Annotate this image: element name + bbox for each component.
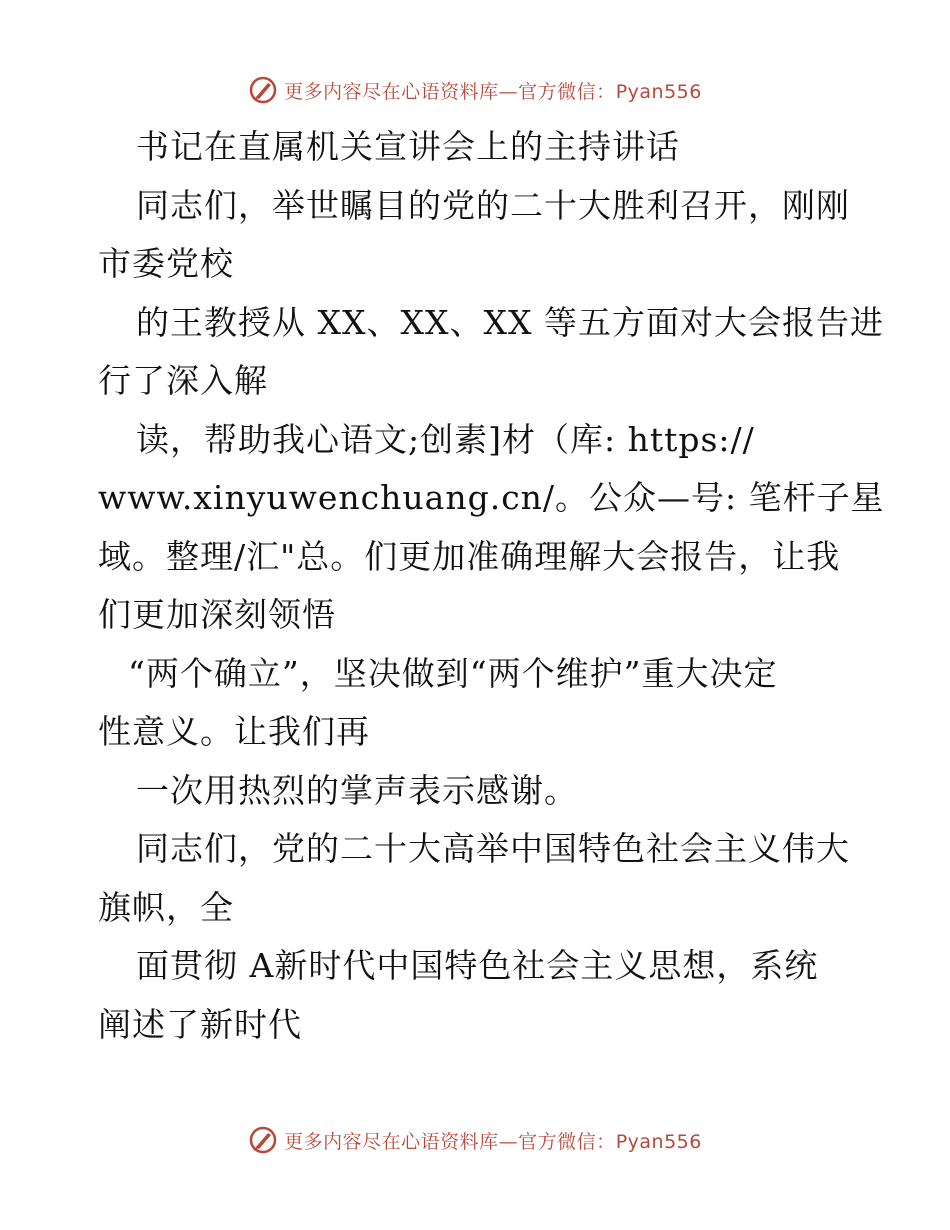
paragraph-line: 读，帮助我心语文;创素]材（库: https:// (136, 419, 755, 459)
paragraph-line: 同志们，党的二十大高举中国特色社会主义伟大 (136, 829, 850, 868)
document-body (98, 118, 885, 1054)
paragraph-line: 们更加深刻领悟 (98, 595, 336, 634)
watermark-text: 更多内容尽在心语资料库—官方微信：Pyan556 (284, 1130, 702, 1153)
quill-logo-icon (248, 1125, 278, 1155)
paragraph-line: 的王教授从 XX、XX、XX 等五方面对大会报告进 (136, 302, 884, 342)
document-title: 书记在直属机关宣讲会上的主持讲话 (136, 127, 680, 166)
paragraph-line: 一次用热烈的掌声表示感谢。 (136, 770, 578, 810)
footer-watermark-banner (0, 1120, 950, 1160)
paragraph-line: www.xinyuwenchuang.cn/。公众—号: 笔杆子星 (98, 478, 885, 517)
paragraph-line: 同志们，举世瞩目的党的二十大胜利召开，刚刚 (136, 185, 850, 225)
paragraph-line: 性意义。让我们再 (98, 712, 370, 751)
paragraph-line: 阐述了新时代 (98, 1004, 302, 1044)
quill-logo-icon (248, 75, 278, 105)
paragraph-line: 行了深入解 (98, 361, 268, 400)
header-watermark-banner (0, 70, 950, 110)
paragraph-line: 旗帜，全 (98, 887, 234, 927)
paragraph-line: 域。整理/汇"总。们更加准确理解大会报告，让我 (98, 536, 841, 576)
paragraph-line: 市委党校 (98, 244, 234, 283)
paragraph-line: “两个确立”，坚决做到“两个维护”重大决定 (128, 653, 778, 693)
watermark-text: 更多内容尽在心语资料库—官方微信：Pyan556 (284, 80, 702, 103)
paragraph-line: 面贯彻 A新时代中国特色社会主义思想，系统 (136, 946, 819, 985)
